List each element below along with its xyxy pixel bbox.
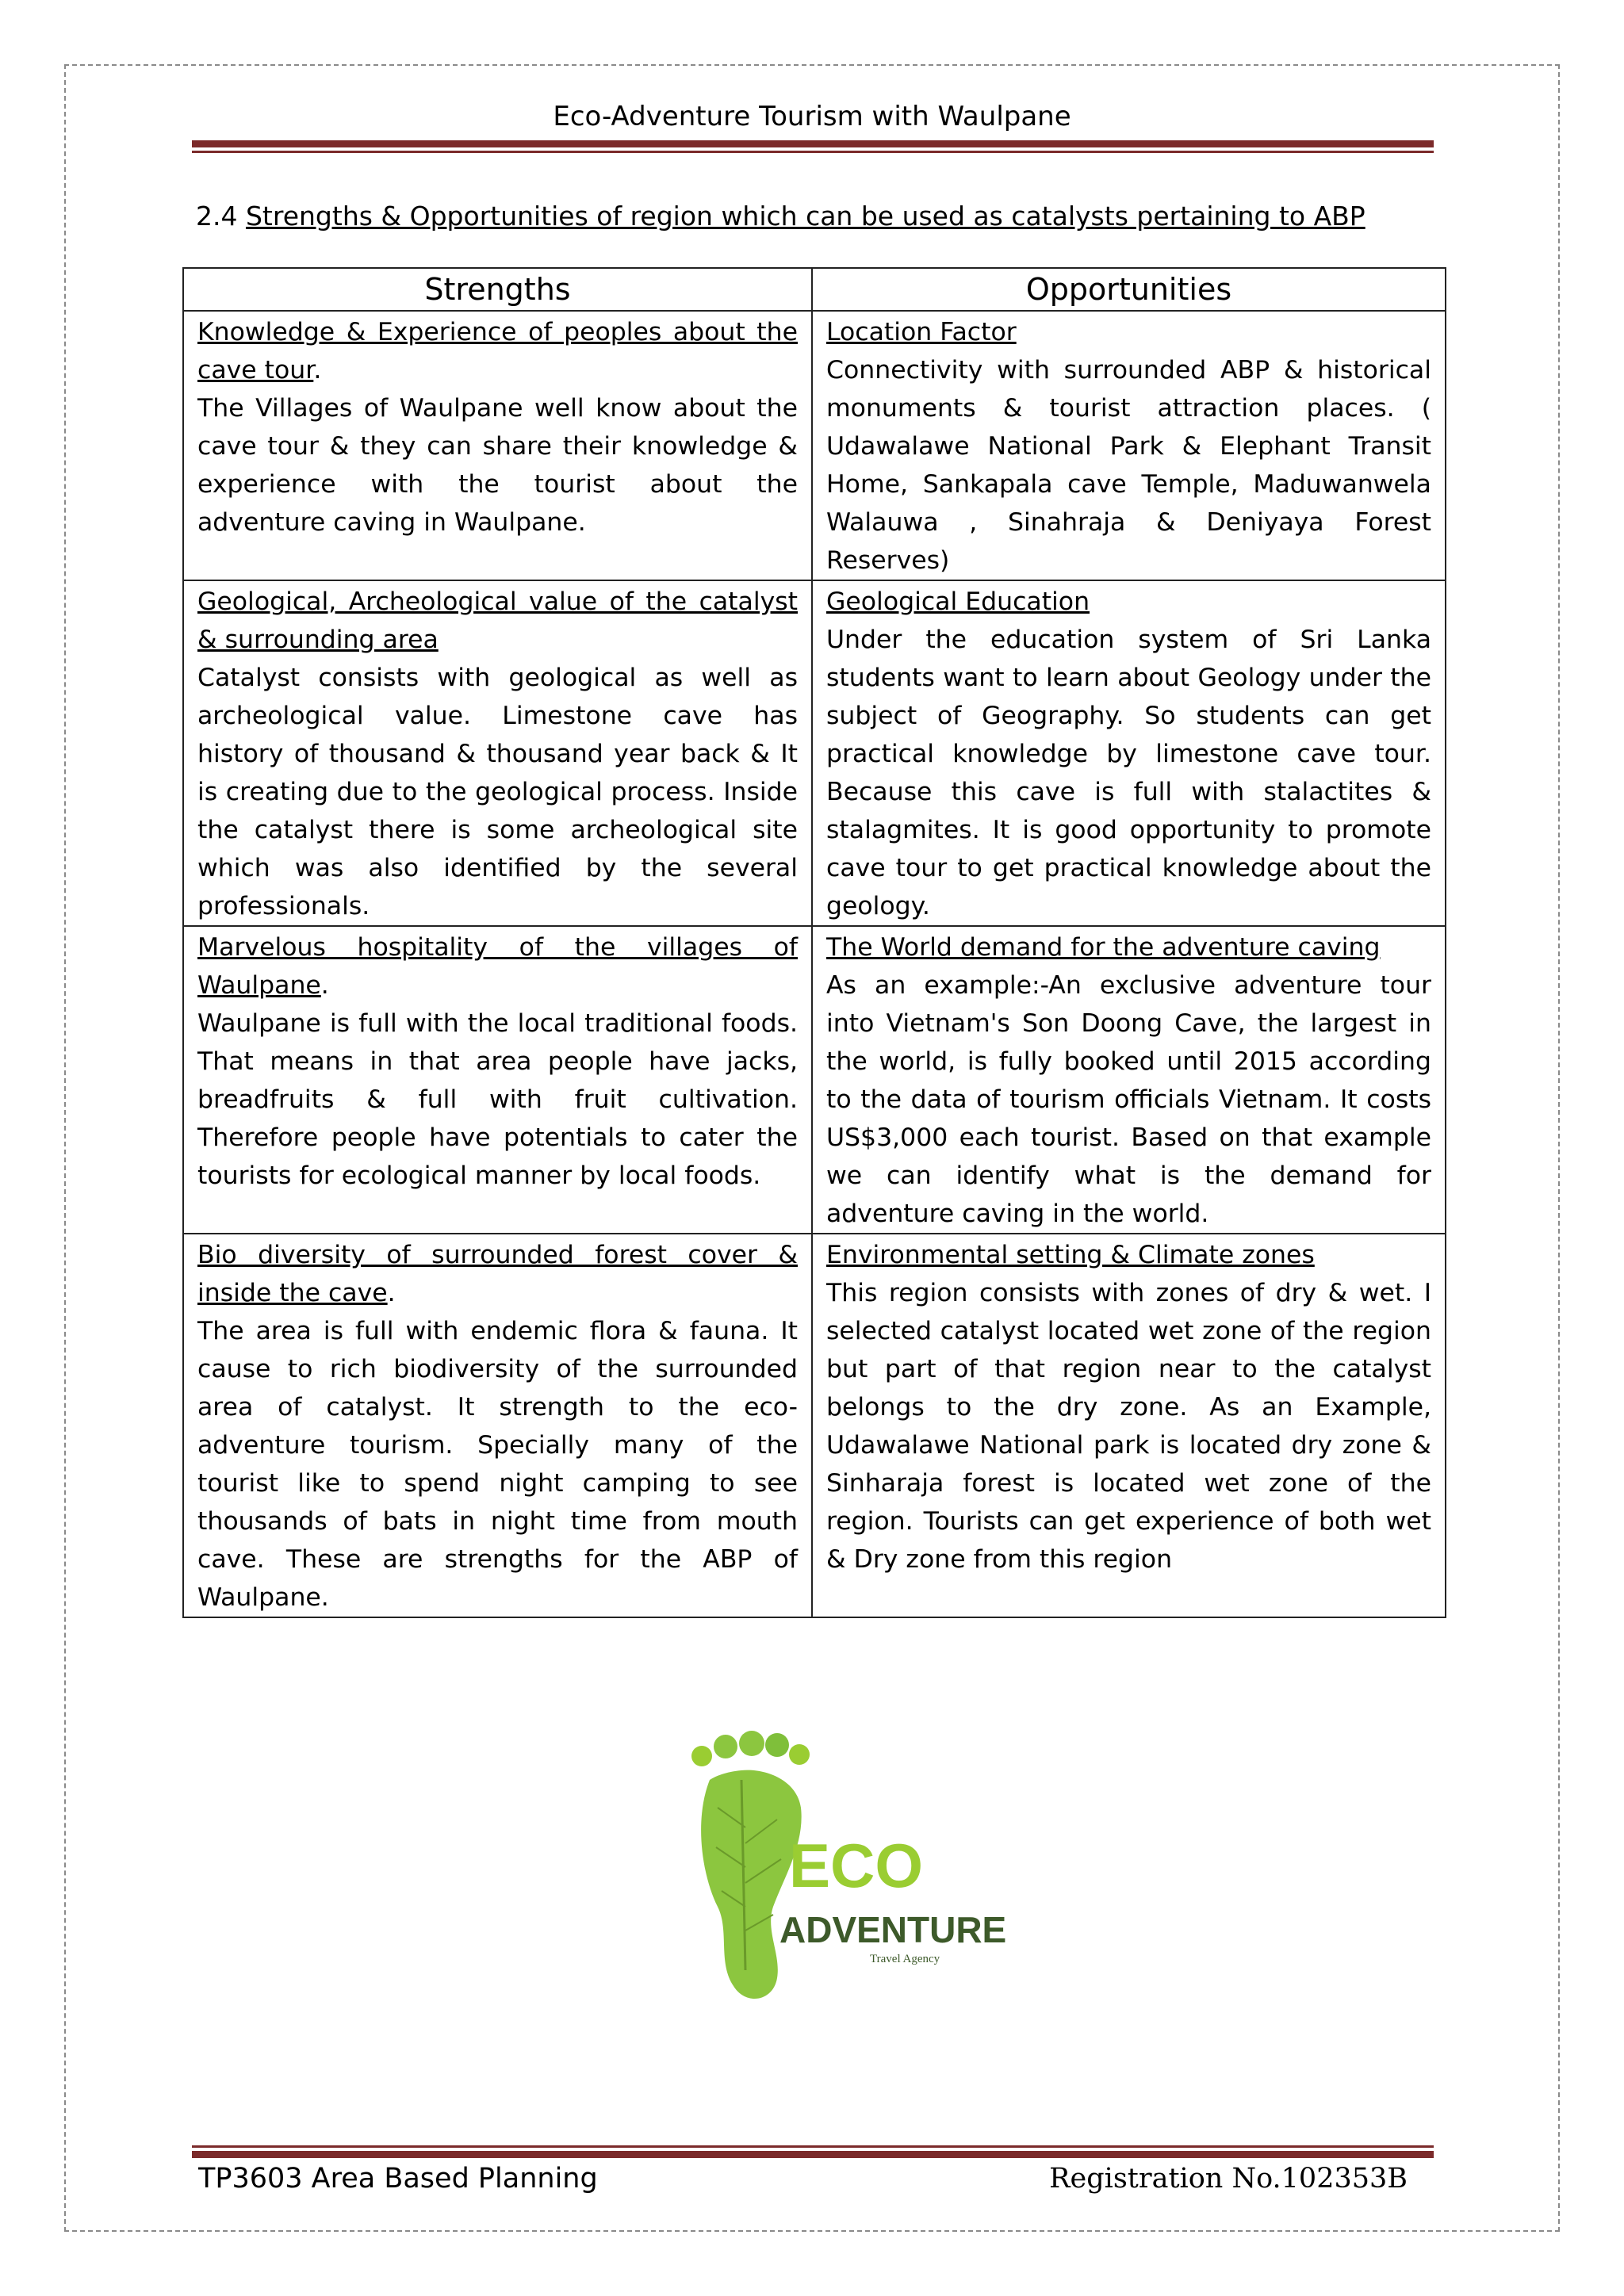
strength-cell: [183, 926, 812, 1234]
table-row: [183, 580, 1446, 926]
footer-rule: [192, 2145, 1434, 2158]
strengths-opportunities-table: [182, 267, 1446, 1618]
strength-title: Bio diversity of surrounded forest cover & inside the cave: [197, 1241, 798, 1307]
strength-body: Catalyst consists with geological as well as archeological value. Limestone cave has history of thousand & thousand year back & It is creating due to the geological process. Inside the catalyst there is some archeological site which was also identified by the several professionals.: [197, 664, 798, 920]
opportunity-cell: [812, 580, 1446, 926]
table-header-row: [183, 268, 1446, 311]
footer-course: TP3603 Area Based Planning: [198, 2163, 598, 2195]
section-title: Strengths & Opportunities of region which can be used as catalysts pertaining to ABP: [245, 201, 1365, 232]
opportunity-cell: [812, 926, 1446, 1234]
strength-title-suffix: .: [313, 356, 322, 385]
strength-body: The area is full with endemic flora & fauna. It cause to rich biodiversity of the surrounded area of catalyst. It strength to the eco-adventure tourism. Specially many of the tourist like to spend night camping to see thousands of bats in night time from mouth cave. These are strengths for the ABP of Waulpane.: [197, 1317, 798, 1612]
logo-tagline: Travel Agency: [870, 1953, 940, 1965]
strengths-header: Strengths: [183, 268, 812, 311]
table-row: [183, 926, 1446, 1234]
opportunity-body: As an example:-An exclusive adventure tour into Vietnam's Son Doong Cave, the largest in the world, is fully booked until 2015 according to the data of tourism officials Vietnam. It costs US$3,000 each tourist. Based on that example we can identify what is the demand for adventure caving in the world.: [826, 971, 1431, 1228]
opportunity-body: Connectivity with surrounded ABP & historical monuments & tourist attraction places. ( Udawalawe National Park & Elephant Transit Home, Sankapala cave Temple, Maduwanwela Walauwa , Sinahraja & Deniyaya Forest Reserves): [826, 356, 1431, 575]
opportunity-body: This region consists with zones of dry & wet. I selected catalyst located wet zone of the region but part of that region near to the catalyst belongs to the dry zone. As an Example, Udawalawe National park is located dry zone & Sinharaja forest is located wet zone of the region. Tourists can get experience of both wet & Dry zone from this region: [826, 1279, 1431, 1574]
footer-registration: Registration No.102353B: [1049, 2163, 1408, 2195]
opportunity-cell: [812, 311, 1446, 580]
opportunity-title: The World demand for the adventure caving: [826, 933, 1381, 962]
strength-body: Waulpane is full with the local traditional foods. That means in that area people have jacks, breadfruits & full with fruit cultivation. Therefore people have potentials to cater the tourists for ecological manner by local foods.: [197, 1009, 798, 1190]
eco-adventure-logo: [686, 1732, 1007, 2006]
section-heading: [196, 200, 1365, 233]
logo-word-eco: ECO: [789, 1831, 924, 1900]
strength-cell: [183, 1234, 812, 1617]
opportunity-title: Environmental setting & Climate zones: [826, 1241, 1315, 1269]
strength-cell: [183, 311, 812, 580]
strength-body: The Villages of Waulpane well know about the cave tour & they can share their knowledge & experience with the tourist about the adventure caving in Waulpane.: [197, 394, 798, 537]
strength-title: Knowledge & Experience of peoples about the cave tour: [197, 318, 798, 385]
opportunity-title: Location Factor: [826, 318, 1017, 346]
opportunity-title: Geological Education: [826, 587, 1090, 616]
section-number: 2.4: [196, 201, 238, 232]
header-rule: [192, 140, 1434, 153]
opportunities-header: Opportunities: [812, 268, 1446, 311]
opportunity-cell: [812, 1234, 1446, 1617]
strength-title-suffix: .: [387, 1279, 396, 1307]
strength-title: Geological, Archeological value of the catalyst & surrounding area: [197, 587, 798, 654]
table-row: [183, 311, 1446, 580]
strength-cell: [183, 580, 812, 926]
strength-title: Marvelous hospitality of the villages of Waulpane: [197, 933, 798, 1000]
logo-word-adventure: ADVENTURE: [779, 1909, 1007, 1950]
running-header: Eco-Adventure Tourism with Waulpane: [553, 101, 1071, 132]
table-row: [183, 1234, 1446, 1617]
opportunity-body: Under the education system of Sri Lanka students want to learn about Geology under the subject of Geography. So students can get practical knowledge by limestone cave tour. Because this cave is full with stalactites & stalagmites. It is good opportunity to promote cave tour to get practical knowledge about the geology.: [826, 626, 1431, 920]
strength-title-suffix: .: [320, 971, 329, 1000]
